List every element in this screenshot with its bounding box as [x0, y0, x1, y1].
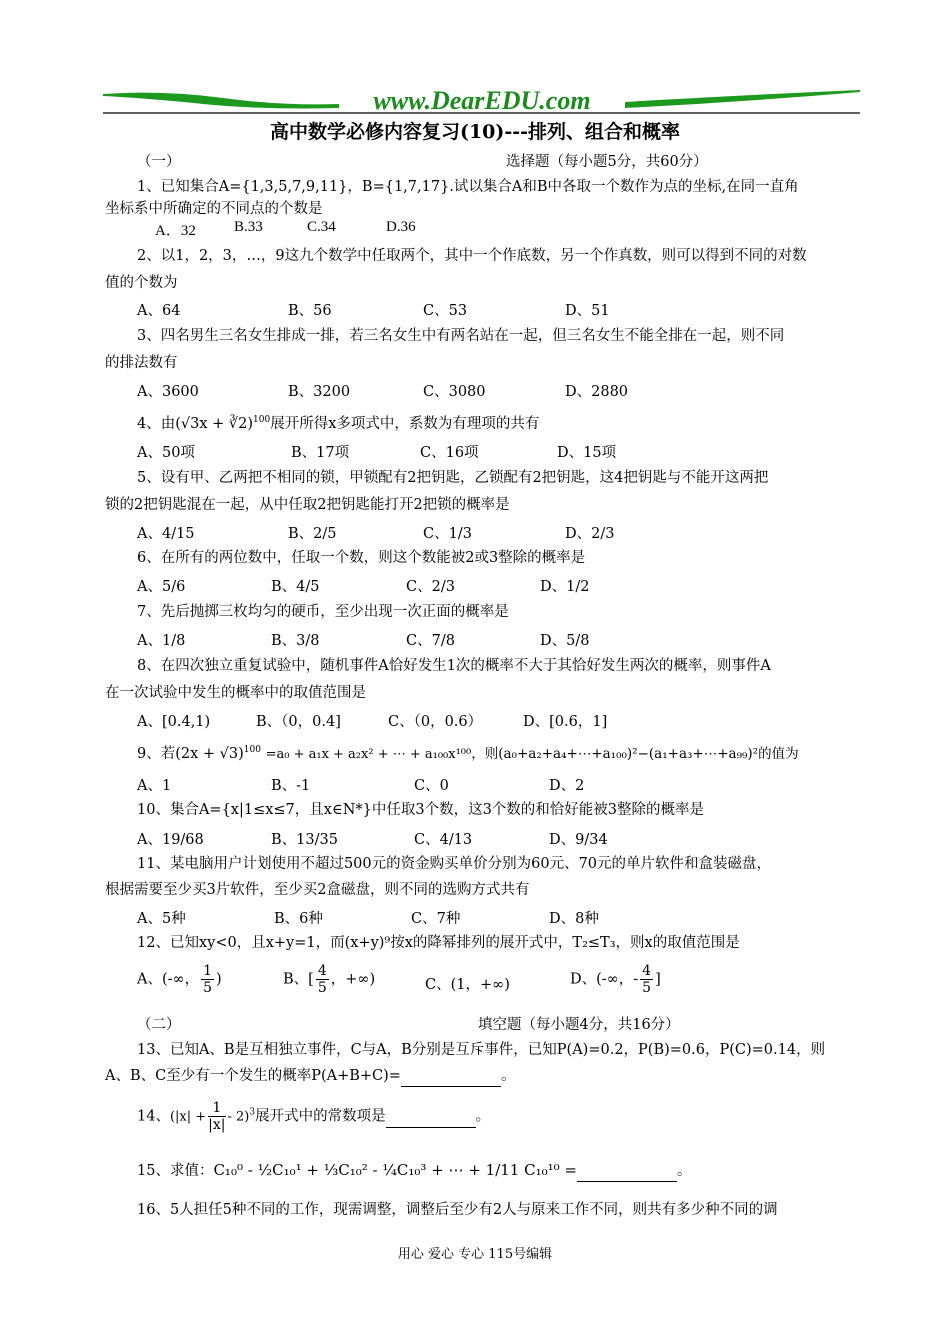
- q9-expression: (2x + √3): [175, 745, 244, 762]
- section2-desc: 填空题（每小题4分，共16分）: [478, 1017, 680, 1033]
- q14-denominator: |x|: [208, 1117, 226, 1133]
- q7-option-d: D、5/8: [540, 633, 590, 649]
- q11-option-c: C、7种: [411, 911, 461, 927]
- q8-option-d: D、[0.6，1]: [523, 714, 608, 730]
- q12-a-numerator: 1: [203, 963, 213, 979]
- q9-line: [137, 740, 799, 765]
- q8-line2: 在一次试验中发生的概率中的取值范围是: [105, 685, 366, 701]
- q4-expression: (√3x + ∛2): [175, 415, 254, 432]
- q7-option-a: A、1/8: [137, 633, 186, 649]
- q5-option-a: A、4/15: [137, 526, 195, 542]
- q12-option-d: [570, 963, 661, 996]
- q12-a-suffix: ): [216, 971, 222, 988]
- q5-line2: 锁的2把钥匙混在一起，从中任取2把钥匙能打开2把锁的概率是: [105, 497, 510, 513]
- q5-line1: 5、设有甲、乙两把不相同的锁，甲锁配有2把钥匙，乙锁配有2把钥匙，这4把钥匙与不能开这两把: [137, 470, 769, 486]
- q6-line1: 6、在所有的两位数中，任取一个数，则这个数能被2或3整除的概率是: [137, 550, 586, 566]
- q1-option-d: D.36: [386, 219, 416, 235]
- q12-option-b: [283, 963, 375, 996]
- q14-exponent: 3: [249, 1107, 256, 1118]
- q13-answer-blank: [401, 1066, 501, 1087]
- q2-option-c: C、53: [423, 303, 468, 319]
- q7-option-c: C、7/8: [406, 633, 455, 649]
- q5-option-c: C、1/3: [423, 526, 472, 542]
- q3-line1: 3、四名男生三名女生排成一排，若三名女生中有两名站在一起，但三名女生不能全排在一起，则不同: [137, 328, 785, 344]
- q12-d-denominator: 5: [642, 980, 652, 996]
- q15-end: 。: [676, 1163, 692, 1179]
- q5-option-d: D、2/3: [565, 526, 615, 542]
- q14-line: [137, 1100, 490, 1133]
- q14-end: 。: [475, 1108, 491, 1125]
- q2-line1: 2、以1，2，3，…，9这九个数学中任取两个，其中一个作底数，另一个作真数，则可以得到不同的对数: [137, 248, 807, 264]
- q15-answer-blank: [577, 1161, 677, 1182]
- q11-line1: 11、某电脑用户计划使用不超过500元的资金购买单价分别为60元、70元的单片软件和盒装磁盘，: [137, 856, 772, 872]
- q15-line: [137, 1160, 691, 1182]
- q12-line1: 12、已知xy<0，且x+y=1，而(x+y)⁹按x的降幂排列的展开式中，T₂≤T₃，则x的取值范围是: [137, 935, 740, 951]
- q14-answer-blank: [386, 1107, 476, 1128]
- q1-option-c: C.34: [307, 219, 336, 235]
- q1-line1: 1、已知集合A={1,3,5,7,9,11}，B={1,7,17}.试以集合A和B中各取一个数作为点的坐标,在同一直角: [137, 179, 799, 195]
- q8-line1: 8、在四次独立重复试验中，随机事件A恰好发生1次的概率不大于其恰好发生两次的概率，则事件A: [137, 658, 771, 674]
- q2-option-d: D、51: [565, 303, 610, 319]
- q1-option-a: A．32: [155, 223, 196, 239]
- q9-option-c: C、0: [414, 778, 449, 794]
- q2-option-b: B、56: [288, 303, 332, 319]
- q12-d-fraction: [640, 963, 653, 996]
- q9-prefix: 9、若: [137, 745, 176, 762]
- q9-suffix: ，则(a₀+a₂+a₄+⋯+a₁₀₀)²−(a₁+a₃+⋯+a₉₉)²的值为: [471, 745, 799, 762]
- q10-option-b: B、13/35: [271, 832, 338, 848]
- q10-line1: 10、集合A={x|1≤x≤7，且x∈N*}中任取3个数，这3个数的和恰好能被3整除的概率是: [137, 802, 705, 818]
- q13-end: 。: [500, 1068, 516, 1084]
- q14-suffix: 展开式中的常数项是: [255, 1108, 386, 1125]
- q6-option-c: C、2/3: [406, 579, 455, 595]
- q6-option-a: A、5/6: [137, 579, 186, 595]
- q9-expansion: =a₀ + a₁x + a₂x² + ⋯ + a₁₀₀x¹⁰⁰: [265, 746, 472, 762]
- q10-option-c: C、4/13: [414, 832, 473, 848]
- q9-option-a: A、1: [137, 778, 172, 794]
- q8-option-a: A、[0.4,1): [137, 714, 211, 730]
- q11-line2: 根据需要至少买3片软件，至少买2盒磁盘，则不同的选购方式共有: [105, 882, 530, 898]
- q4-line: [137, 410, 539, 434]
- q12-d-suffix: ]: [655, 971, 661, 988]
- q2-option-a: A、64: [137, 303, 181, 319]
- q9-option-d: D、2: [549, 778, 585, 794]
- q4-option-d: D、15项: [557, 445, 617, 461]
- q10-option-a: A、19/68: [137, 832, 204, 848]
- q11-option-a: A、5种: [137, 911, 186, 927]
- q14-numerator: 1: [208, 1100, 225, 1117]
- q10-option-d: D、9/34: [549, 832, 608, 848]
- q13-line1: 13、已知A、B是互相独立事件，C与A，B分别是互斥事件，已知P(A)=0.2，P(B)=0.6，P(C)=0.14，则: [137, 1042, 826, 1058]
- q6-option-b: B、4/5: [271, 579, 320, 595]
- q4-option-b: B、17项: [291, 445, 350, 461]
- q4-option-c: C、16项: [420, 445, 479, 461]
- q4-suffix: 展开所得x多项式中，系数为有理项的共有: [270, 415, 540, 432]
- logo-text: www.DearEDU.com: [373, 86, 591, 114]
- q12-a-fraction: [201, 963, 214, 996]
- q3-option-c: C、3080: [423, 384, 486, 400]
- q13-line2: [105, 1066, 515, 1087]
- section1-desc: 选择题（每小题5分，共60分）: [506, 154, 708, 170]
- section2-label: （二）: [137, 1017, 181, 1033]
- q3-line2: 的排法数有: [105, 355, 178, 371]
- q8-option-b: B、（0，0.4]: [256, 714, 341, 730]
- q9-option-b: B、-1: [271, 778, 311, 794]
- q12-a-prefix: A、(-∞，: [137, 971, 200, 988]
- q12-b-suffix: ，+∞): [330, 971, 376, 988]
- q4-prefix: 4、由: [137, 415, 176, 432]
- q3-option-a: A、3600: [137, 384, 199, 400]
- q14-fraction: [208, 1100, 225, 1133]
- q12-b-fraction: [316, 963, 329, 996]
- q4-option-a: A、50项: [137, 445, 195, 461]
- q8-option-c: C、（0，0.6）: [388, 714, 483, 730]
- q15-expression: C₁₀⁰ - ½C₁₀¹ + ⅓C₁₀² - ¼C₁₀³ + ⋯ + 1/11 C₁₀¹⁰ =: [213, 1161, 577, 1179]
- q3-option-d: D、2880: [565, 384, 629, 400]
- q7-option-b: B、3/8: [271, 633, 320, 649]
- q5-option-b: B、2/5: [288, 526, 337, 542]
- q12-b-prefix: B、[: [283, 971, 314, 988]
- q14-expr-post: - 2): [227, 1109, 250, 1125]
- q14-expr-pre: (|x| +: [169, 1109, 207, 1125]
- q12-a-denominator: 5: [203, 980, 213, 996]
- q14-prefix: 14、: [137, 1108, 170, 1125]
- q12-option-c: C、(1，+∞): [425, 977, 510, 993]
- page-title: 高中数学必修内容复习(10)---排列、组合和概率: [269, 121, 681, 143]
- q12-d-prefix: D、(-∞，-: [570, 971, 639, 988]
- section1-label: （一）: [137, 154, 181, 170]
- page-footer: 用心 爱心 专心 115号编辑: [397, 1247, 553, 1262]
- q12-b-denominator: 5: [317, 980, 327, 996]
- q4-exponent: 100: [253, 415, 271, 425]
- q3-option-b: B、3200: [288, 384, 351, 400]
- q6-option-d: D、1/2: [540, 579, 590, 595]
- q12-b-numerator: 4: [317, 963, 327, 979]
- q7-line1: 7、先后抛掷三枚均匀的硬币，至少出现一次正面的概率是: [137, 604, 509, 620]
- q11-option-d: D、8种: [549, 911, 599, 927]
- q11-option-b: B、6种: [274, 911, 323, 927]
- q12-option-a: [137, 963, 222, 996]
- q15-prefix: 15、求值：: [137, 1163, 214, 1179]
- q16-line1: 16、5人担任5种不同的工作，现需调整，调整后至少有2人与原来工作不同，则共有多少种不同的调: [137, 1202, 778, 1218]
- q2-line2: 值的个数为: [105, 275, 178, 291]
- q12-d-numerator: 4: [642, 963, 652, 979]
- site-logo-banner: [103, 84, 860, 114]
- q13-text: A、B、C至少有一个发生的概率P(A+B+C)=: [105, 1068, 401, 1084]
- q9-exponent: 100: [243, 745, 261, 755]
- q1-option-b: B.33: [234, 219, 263, 235]
- q1-line2: 坐标系中所确定的不同点的个数是: [105, 201, 323, 217]
